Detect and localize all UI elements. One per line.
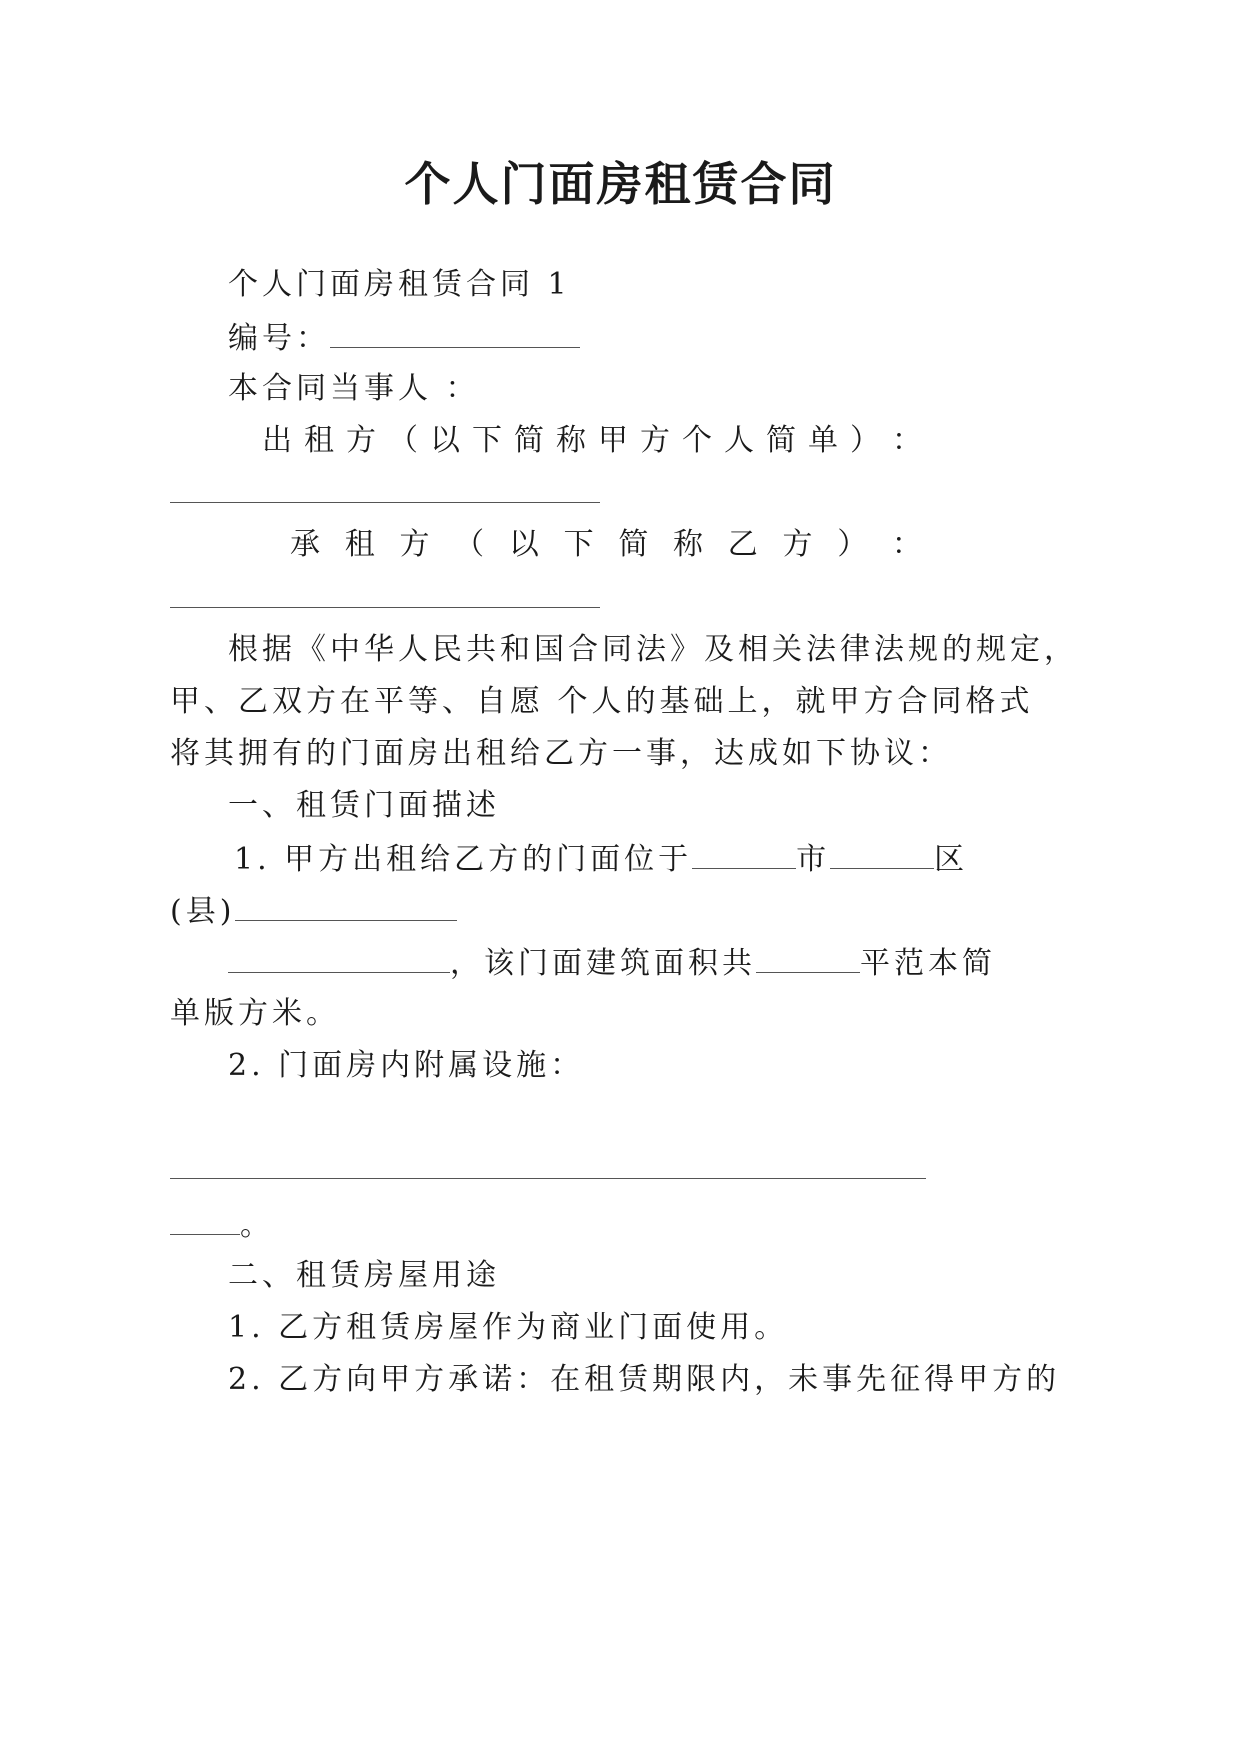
lessee-label-char: ） <box>837 527 868 562</box>
lessor-label-char: 单 <box>808 423 838 458</box>
area-blank <box>756 942 860 973</box>
county-blank <box>235 890 457 921</box>
address-blank <box>228 942 450 973</box>
district-blank <box>830 838 934 869</box>
item-1-1-row-2 <box>170 890 457 932</box>
intro-paragraph-line-3: 将其拥有的门面房出租给乙方一事，达成如下协议： <box>170 736 952 771</box>
lessee-row <box>290 525 922 565</box>
contract-number-row <box>228 317 580 359</box>
lessee-label-char: 方 <box>782 527 813 562</box>
item-1-1-location-text: 1. 甲方出租给乙方的门面位于 <box>234 842 693 877</box>
lessor-label-char: 下 <box>472 423 502 458</box>
lessee-label-char: 简 <box>618 527 649 562</box>
item-1-1-row-3 <box>228 942 996 984</box>
lessor-label-char: （ <box>388 423 418 458</box>
contract-number-label: 编号： <box>228 321 330 356</box>
lessor-label-char: 以 <box>430 423 460 458</box>
lessor-label-char: ： <box>892 423 922 458</box>
facilities-end-mark: 。 <box>240 1208 274 1243</box>
lessee-label-char: 承 <box>290 527 320 562</box>
lessor-label-char: 个 <box>682 423 712 458</box>
item-2-1: 1. 乙方租赁房屋作为商业门面使用。 <box>228 1310 789 1345</box>
item-2-2: 2. 乙方向甲方承诺：在租赁期限内，未事先征得甲方的 <box>228 1362 1061 1397</box>
item-1-1-row-1 <box>234 838 968 880</box>
area-unit-a: 平范本简 <box>860 946 996 981</box>
lessor-label-char: 方 <box>640 423 670 458</box>
section-1-heading: 一、租赁门面描述 <box>228 788 500 823</box>
lessor-row <box>262 421 922 461</box>
document-title: 个人门面房租赁合同 <box>404 157 837 211</box>
lessor-blank <box>170 502 600 503</box>
lessee-label-char: 称 <box>673 527 704 562</box>
lessee-label-char: ： <box>891 527 922 562</box>
lessor-label-char: ） <box>850 423 880 458</box>
lessor-label-char: 甲 <box>598 423 628 458</box>
lessee-label-char: 以 <box>508 527 539 562</box>
section-2-heading: 二、租赁房屋用途 <box>228 1258 500 1293</box>
facilities-blank-end <box>170 1204 240 1235</box>
parties-label: 本合同当事人 ： <box>228 371 480 406</box>
lessee-label-char: 乙 <box>727 527 758 562</box>
city-blank <box>692 838 796 869</box>
lessor-label-char: 租 <box>304 423 334 458</box>
lessee-label-char: 下 <box>563 527 594 562</box>
lessee-blank <box>170 607 600 608</box>
lessor-label-char: 方 <box>346 423 376 458</box>
lessee-label-char: （ <box>454 527 485 562</box>
district-label: 区 <box>934 842 969 877</box>
lessor-label-char: 简 <box>766 423 796 458</box>
intro-paragraph-line-1: 根据《中华人民共和国合同法》及相关法律法规的规定， <box>228 632 1078 667</box>
intro-paragraph-line-2: 甲、乙双方在平等、自愿 个人的基础上，就甲方合同格式 <box>170 684 1034 719</box>
item-1-2-facilities: 2. 门面房内附属设施： <box>228 1048 585 1083</box>
lessee-label-char: 方 <box>399 527 430 562</box>
lessor-label-char: 出 <box>262 423 292 458</box>
county-label: (县) <box>170 894 236 929</box>
area-label: ，该门面建筑面积共 <box>450 946 756 981</box>
item-1-1-row-4: 单版方米。 <box>170 996 340 1031</box>
city-label: 市 <box>796 842 831 877</box>
lessor-label-char: 称 <box>556 423 586 458</box>
contract-subtitle: 个人门面房租赁合同 1 <box>228 267 571 302</box>
contract-number-blank <box>330 317 580 348</box>
facilities-blank-end-row <box>170 1204 274 1246</box>
facilities-blank-line <box>170 1178 926 1179</box>
lessee-label-char: 租 <box>344 527 375 562</box>
lessor-label-char: 简 <box>514 423 544 458</box>
lessor-label-char: 人 <box>724 423 754 458</box>
